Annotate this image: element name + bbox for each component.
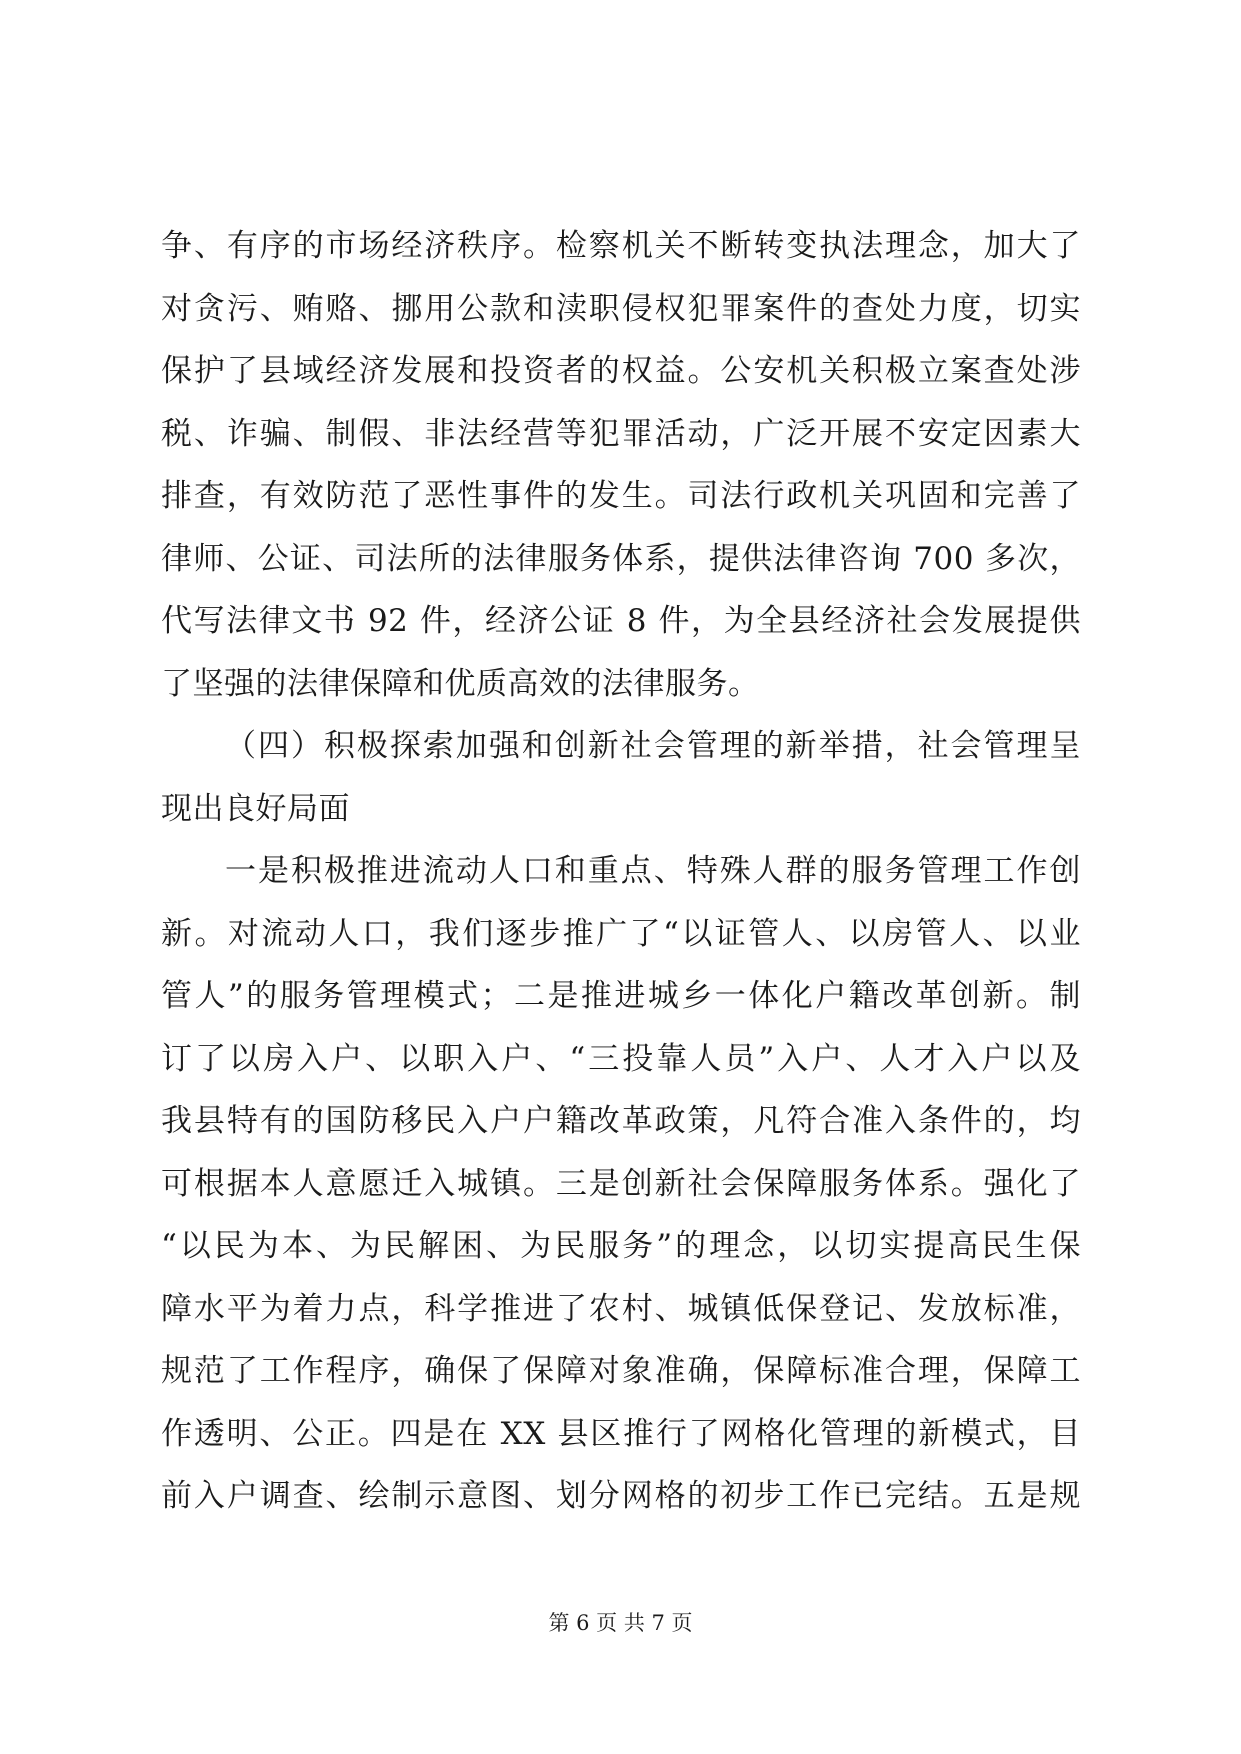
document-body	[161, 215, 1081, 1528]
text-line: 作透明、公正。四是在 XX 县区推行了网格化管理的新模式，目	[161, 1415, 1081, 1452]
text-line: 保护了县域经济发展和投资者的权益。公安机关积极立案查处涉	[161, 353, 1081, 389]
text-line: 争、有序的市场经济秩序。检察机关不断转变执法理念，加大了	[161, 228, 1081, 264]
text-line: 律师、公证、司法所的法律服务体系，提供法律咨询 700 多次，	[161, 540, 1081, 577]
paragraph-1	[161, 215, 1081, 715]
text-line: 了坚强的法律保障和优质高效的法律服务。	[161, 665, 760, 702]
text-line: 代写法律文书 92 件，经济公证 8 件，为全县经济社会发展提供	[161, 603, 1081, 639]
text-line: 可根据本人意愿迁入城镇。三是创新社会保障服务体系。强化了	[161, 1165, 1081, 1202]
text-line: 现出良好局面	[161, 790, 350, 827]
text-line: 对贪污、贿赂、挪用公款和渎职侵权犯罪案件的查处力度，切实	[161, 290, 1081, 327]
text-line: 税、诈骗、制假、非法经营等犯罪活动，广泛开展不安定因素大	[161, 415, 1081, 452]
text-line: 前入户调查、绘制示意图、划分网格的初步工作已完结。五是规	[161, 1478, 1081, 1514]
text-line: 排查，有效防范了恶性事件的发生。司法行政机关巩固和完善了	[161, 478, 1081, 514]
text-line: 管人”的服务管理模式；二是推进城乡一体化户籍改革创新。制	[161, 978, 1081, 1014]
text-line: （四）积极探索加强和创新社会管理的新举措，社会管理呈	[225, 728, 1081, 764]
text-line: “以民为本、为民解困、为民服务”的理念，以切实提高民生保	[161, 1228, 1081, 1264]
page-number-footer: 第 6 页 共 7 页	[548, 1611, 693, 1635]
text-line: 一是积极推进流动人口和重点、特殊人群的服务管理工作创	[225, 853, 1081, 889]
text-line: 障水平为着力点，科学推进了农村、城镇低保登记、发放标准，	[161, 1290, 1081, 1327]
section-heading	[161, 715, 1081, 840]
text-line: 新。对流动人口，我们逐步推广了“以证管人、以房管人、以业	[161, 915, 1081, 952]
text-line: 订了以房入户、以职入户、“三投靠人员”入户、人才入户以及	[161, 1040, 1081, 1077]
paragraph-3	[161, 840, 1081, 1528]
text-line: 规范了工作程序，确保了保障对象准确，保障标准合理，保障工	[161, 1353, 1081, 1389]
text-line: 我县特有的国防移民入户户籍改革政策，凡符合准入条件的，均	[161, 1103, 1081, 1139]
